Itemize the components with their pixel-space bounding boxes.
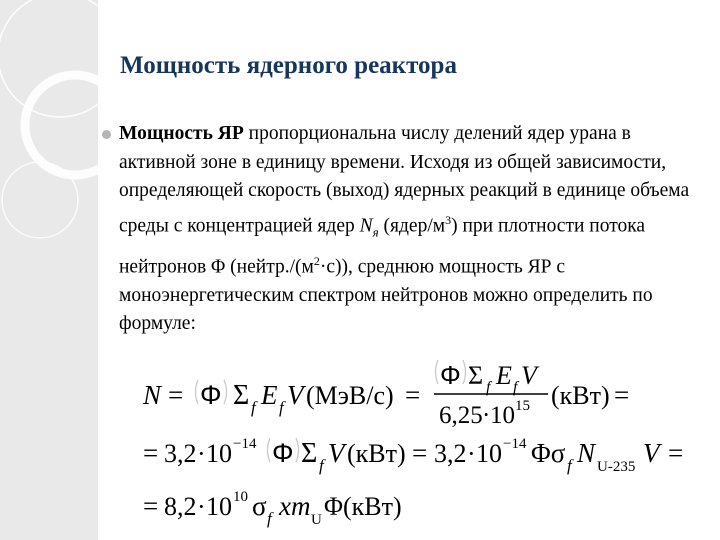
f2-v-2: V [643,438,660,468]
f1-unit-mev: (МэВ/с) [306,381,394,410]
f3-sigma-sub-f: f [267,509,272,528]
f2-base-2: 10 [476,439,502,468]
f3-phi-unit: Φ(кВт) [324,492,402,521]
var-n: N [359,215,373,237]
f1-num-e: E [496,361,512,390]
f2-base: 10 [206,439,232,468]
text-part-1: пропорциональна числу делений ядер урана в активной зоне в единицу времени. Исходя из общей зависимости, определяющей скорость (выход) ядерных реакций в единице объема среды с концентрацией ядер [119,123,690,237]
f2-sigma: Σ [301,438,318,469]
f1-eq-end: = [614,380,630,410]
f1-close-bracket [224,380,227,404]
f1-den-exp: 15 [515,398,530,414]
f1-eq-2: = [405,380,421,410]
f2-exp-2: −14 [503,436,527,452]
f1-phi: Φ [200,380,222,410]
superscript-3: 3 [445,212,452,227]
f1-num-sub-f: f [486,379,491,396]
f1-v: V [287,380,304,410]
f2-unit-kw: (кВт) [347,439,406,468]
f2-dot-2: · [467,439,476,468]
f3-eq: = [143,491,159,521]
f1-num-v: V [521,361,537,390]
f2-v: V [328,438,345,468]
f1-num-phi: Φ [440,360,461,390]
f3-coef: 8,2 [164,492,197,521]
text-part-4: ·с)), среднюю мощность ЯР с моноэнергетическим спектром нейтронов можно определить по формуле: [119,256,653,335]
f1-num-sigma: Σ [468,361,484,390]
f3-sub-u: U [311,512,322,528]
f3-exp: 10 [233,489,248,505]
f1-lhs-n: N [143,380,162,410]
f1-den-dot: · [482,402,491,429]
f2-coef: 3,2 [164,439,197,468]
f1-unit-kw: (кВт) [551,381,610,410]
f2-exp: −14 [233,436,257,452]
f2-phi-sigma: Φσ [531,438,566,468]
f1-num-open-bracket [436,360,439,384]
f3-base: 10 [206,492,232,521]
var-n-subscript: я [372,224,379,240]
f1-e: E [261,380,278,410]
slide-title: Мощность ядерного реактора [120,52,457,79]
f2-eq-2: = [412,438,428,468]
f2-eq-end: = [668,438,684,468]
f1-den-mantissa: 6,25 [439,402,483,429]
f1-eq: = [168,380,184,410]
f2-phi: Φ [272,438,294,468]
f1-open-bracket [196,380,199,404]
f3-xm: xm [279,491,311,521]
text-part-3: ) при плотности потока нейтронов Φ (нейтр./(м [119,215,646,278]
f2-n-sub-u235: U-235 [597,459,636,475]
f1-e-sub-f: f [279,398,284,417]
f1-sigma: Σ [233,380,250,411]
f2-eq: = [143,438,159,468]
f2-coef-2: 3,2 [434,439,467,468]
f2-open-bracket [268,438,271,462]
text-part-2: (ядер/м [378,215,446,237]
f2-close-bracket [296,438,299,462]
bold-lead: Мощность ЯР [119,123,244,144]
f1-num-close-bracket [463,360,466,384]
f1-den-base: 10 [490,402,515,429]
f3-dot: · [197,492,206,521]
superscript-2: 2 [313,253,320,268]
f2-sigma-sub-f: f [319,456,324,475]
f1-num-e-sub-f: f [513,379,518,396]
f1-sigma-sub-f: f [251,398,256,417]
f2-sigma-sub-f-2: f [567,456,572,475]
f2-dot: · [197,439,206,468]
f2-n: N [577,438,596,468]
f3-sigma: σ [252,491,267,521]
